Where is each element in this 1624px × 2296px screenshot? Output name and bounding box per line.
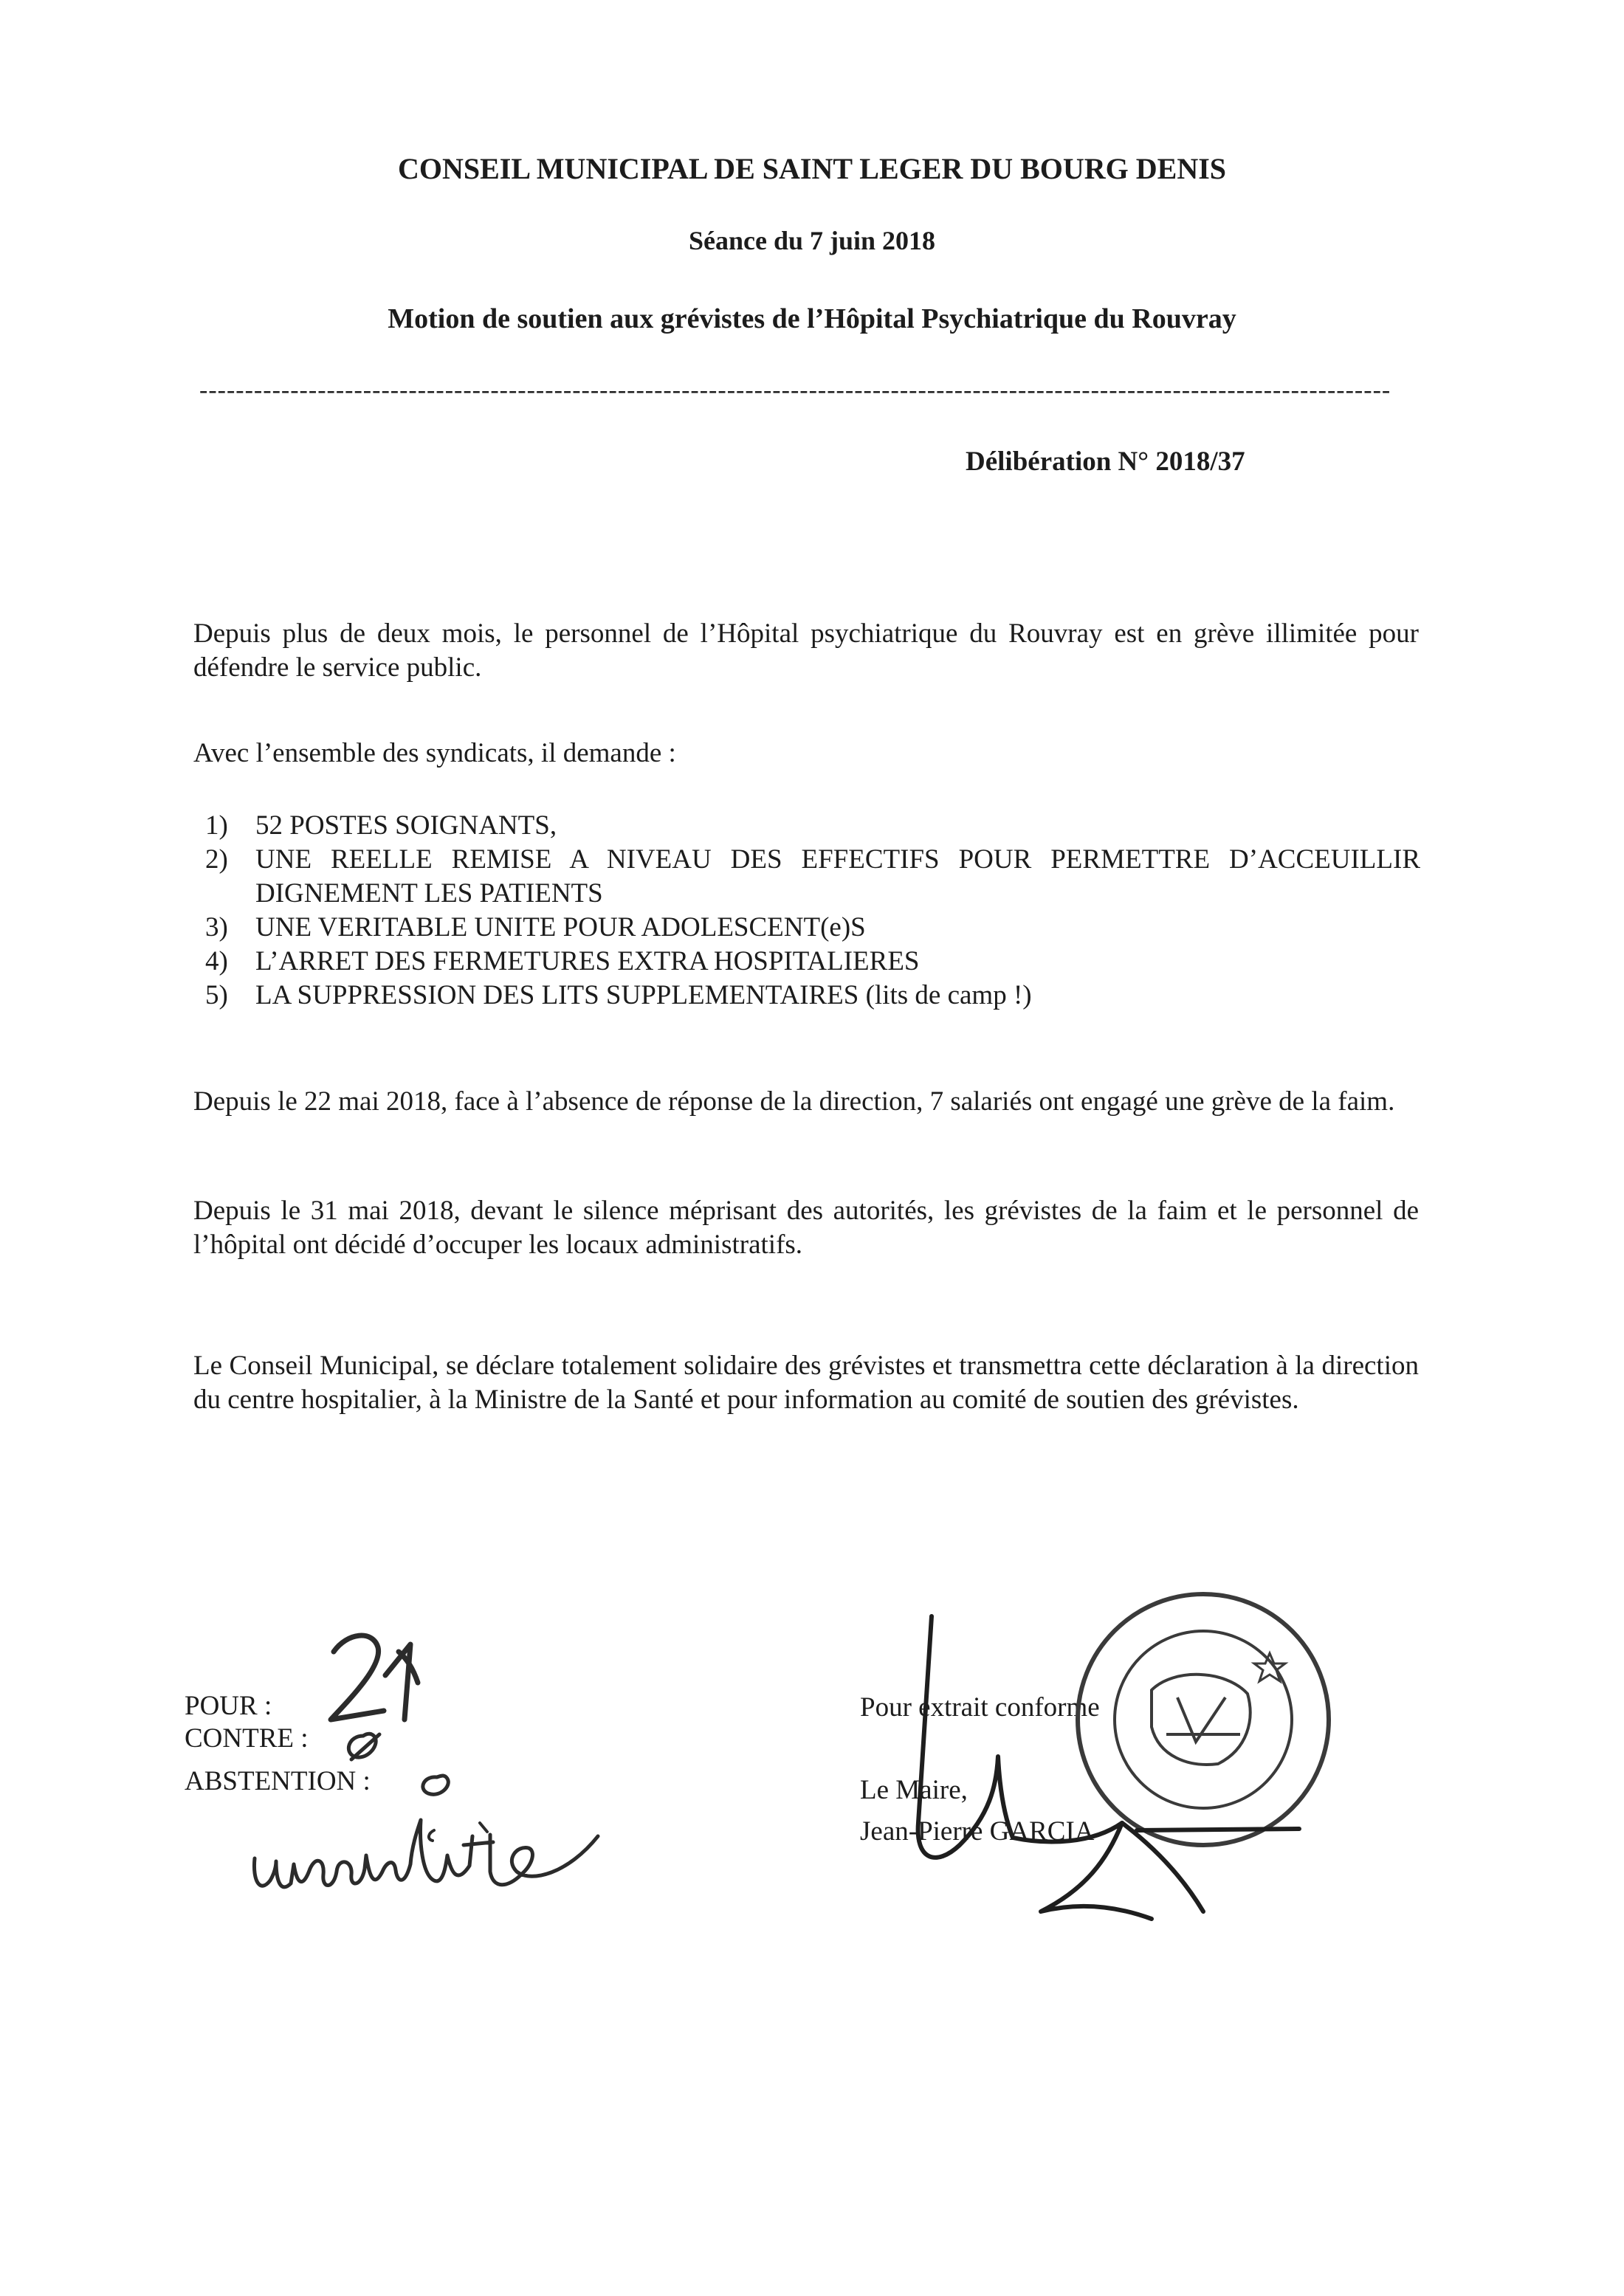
accent-mark — [480, 1823, 487, 1832]
list-item: 1) 52 POSTES SOIGNANTS, — [205, 810, 557, 841]
handwritten-pour-21 — [331, 1635, 418, 1720]
municipal-stamp — [1078, 1594, 1329, 1845]
vote-pour-label: POUR : — [185, 1691, 272, 1721]
paragraph-council-declaration: Le Conseil Municipal, se déclare totalement solidaire des grévistes et transmettra cette déclaration à la direction du centre hospitalier, à la Ministre de la Santé et pour information au comité de soutien des grévistes. — [193, 1351, 1419, 1415]
paragraph-hunger-strike: Depuis le 22 mai 2018, face à l’absence de réponse de la direction, 7 salariés ont engagé une grève de la faim. — [193, 1086, 1395, 1117]
mayor-name: Jean-Pierre GARCIA — [860, 1816, 1095, 1847]
document-title: CONSEIL MUNICIPAL DE SAINT LEGER DU BOURG DENIS — [397, 152, 1227, 185]
paragraph-strike-intro: Depuis plus de deux mois, le personnel de l’Hôpital psychiatrique du Rouvray est en grève illimitée pour défendre le service public. — [193, 618, 1419, 683]
session-date: Séance du 7 juin 2018 — [688, 226, 936, 255]
paragraph-demands-intro: Avec l’ensemble des syndicats, il demande : — [193, 738, 676, 768]
list-item: 5) LA SUPPRESSION DES LITS SUPPLEMENTAIRES (lits de camp !) — [205, 980, 1032, 1010]
handwritten-contre-0 — [348, 1734, 379, 1759]
stamp-emblem — [1152, 1675, 1250, 1765]
handwritten-abstention-0 — [423, 1776, 448, 1794]
list-item: 3) UNE VERITABLE UNITE POUR ADOLESCENT(e)S — [205, 912, 866, 942]
vote-abstention-label: ABSTENTION : — [185, 1766, 371, 1796]
accent-mark — [429, 1830, 434, 1841]
list-item: 2) UNE REELLE REMISE A NIVEAU DES EFFECTIFS POUR PERMETTRE D’ACCEUILLIR DIGNEMENT LES PATIENTS — [205, 844, 1420, 909]
star-icon — [1254, 1653, 1285, 1681]
list-item: 4) L’ARRET DES FERMETURES EXTRA HOSPITALIERES — [205, 946, 920, 976]
motion-title: Motion de soutien aux grévistes de l’Hôpital Psychiatrique du Rouvray — [388, 303, 1236, 334]
dashed-separator: ----------------------------------------------------------------------------------------------------------------------------------- — [199, 376, 1391, 404]
deliberation-number: Délibération N° 2018/37 — [966, 447, 1245, 477]
extract-conform-label: Pour extrait conforme — [860, 1692, 1100, 1723]
mayor-signature — [918, 1616, 1299, 1919]
mayor-title: Le Maire, — [860, 1775, 968, 1805]
demands-list — [205, 809, 1420, 1013]
vote-contre-label: CONTRE : — [185, 1723, 309, 1754]
handwritten-unanimity-note — [254, 1820, 598, 1887]
paragraph-occupation: Depuis le 31 mai 2018, devant le silence méprisant des autorités, les grévistes de la faim et le personnel de l’hôpital ont décidé d’occuper les locaux administratifs. — [193, 1196, 1419, 1260]
